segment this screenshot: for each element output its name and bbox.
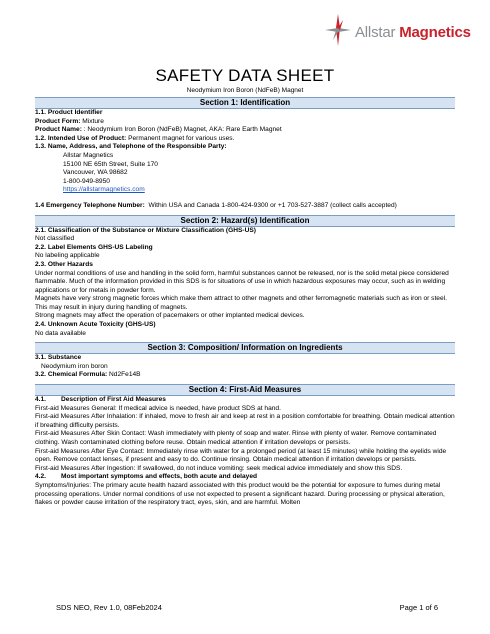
product-name-label: Product Name: bbox=[35, 126, 82, 134]
product-form-label: Product Form: bbox=[35, 117, 81, 125]
heading-3-1: 3.1. Substance bbox=[35, 354, 82, 362]
heading-2-1: 2.1. Classification of the Substance or Mixture Classification (GHS-US) bbox=[35, 226, 256, 234]
heading-4-1-number: 4.1. bbox=[35, 396, 46, 404]
heading-4-1 bbox=[35, 396, 455, 405]
heading-4-1-text: Description of First Aid Measures bbox=[61, 396, 166, 404]
intended-use-value: Permanent magnet for various uses. bbox=[128, 134, 235, 142]
product-form-line bbox=[35, 118, 455, 127]
text-2-4: No data available bbox=[35, 329, 86, 337]
heading-3-2: 3.2. Chemical Formula: bbox=[35, 371, 108, 379]
symptoms-text: Symptoms/Injuries: The primary acute health hazard associated with this product would be the potential for exposure to fumes during metal processing operations. Under normal conditions of use not expected to present a significant hazard. During processing or physical alteration, flakes or powder cause irritation of the respiratory tract, eyes, skin, and are harmful. Molten bbox=[35, 481, 445, 507]
text-2-1: Not classified bbox=[35, 235, 75, 243]
section-1-header: Section 1: Identification bbox=[35, 97, 455, 109]
star-logo-icon bbox=[323, 12, 353, 48]
address-line: Allstar Magnetics bbox=[63, 151, 114, 159]
heading-2-3: 2.3. Other Hazards bbox=[35, 260, 93, 268]
heading-1-2: 1.2. Intended Use of Product: bbox=[35, 134, 127, 142]
heading-1-4: 1.4 Emergency Telephone Number: bbox=[35, 201, 145, 209]
section-4-header: Section 4: First-Aid Measures bbox=[35, 384, 455, 396]
company-logo bbox=[323, 12, 483, 52]
heading-4-2-text: Most important symptoms and effects, both acute and delayed bbox=[61, 473, 258, 481]
logo-wordmark bbox=[355, 24, 471, 41]
address-line: 15100 NE 65th Street, Suite 170 bbox=[63, 160, 158, 168]
first-aid-general: First-aid Measures General: If medical advice is needed, have product SDS at hand. bbox=[35, 404, 281, 412]
document-subtitle: Neodymium Iron Boron (NdFeB) Magnet bbox=[186, 87, 304, 94]
first-aid-skin: First-aid Measures After Skin Contact: Wash immediately with plenty of soap and water. Rinse with plenty of water. Remove contaminated clothing. Wash contaminated clothing before reuse. Obtain medical attention if irritation develops or persists. bbox=[35, 430, 437, 446]
first-aid-inhalation: First-aid Measures After Inhalation: If inhaled, move to fresh air and keep at rest in a position comfortable for breathing. Obtain medical attention if breathing difficulty persists. bbox=[35, 413, 455, 429]
text-2-3-c: Strong magnets may affect the operation of pacemakers or other implanted medical devices. bbox=[35, 312, 305, 320]
address-line: Vancouver, WA 98682 bbox=[63, 169, 128, 177]
address-line: 1-800-949-8950 bbox=[63, 177, 110, 185]
emergency-value: Within USA and Canada 1-800-424-9300 or +1 703-527-3887 (collect calls accepted) bbox=[148, 201, 397, 209]
logo-word-allstar: Allstar bbox=[355, 24, 396, 41]
heading-4-2 bbox=[35, 473, 455, 482]
chemical-formula-line bbox=[35, 371, 455, 380]
text-2-3-a: Under normal conditions of use and handling in the solid form, harmful substances cannot be released, nor is the solid metal piece considered flammable. Much of the information provided in this SDS is for situations of use in which hazardous exposures may occur, such as in welding applications or for metals in powder form. bbox=[35, 269, 449, 294]
emergency-line bbox=[35, 202, 455, 211]
section-3-header: Section 3: Composition/ Information on Ingredients bbox=[35, 342, 455, 354]
text-3-1: Neodymium iron boron bbox=[41, 362, 108, 370]
chemical-formula-value: Nd2Fe14B bbox=[109, 371, 141, 379]
text-2-3-b: Magnets have very strong magnetic forces which make them attract to other magnets and other ferromagnetic materials such as iron or steel. This may result in injury during handling of magnets. bbox=[35, 295, 447, 311]
heading-4-2-number: 4.2. bbox=[35, 473, 46, 481]
product-form-value: Mixture bbox=[82, 117, 104, 125]
intended-use-line bbox=[35, 135, 455, 144]
text-2-2: No labeling applicable bbox=[35, 252, 100, 260]
heading-2-4: 2.4. Unknown Acute Toxicity (GHS-US) bbox=[35, 321, 156, 329]
heading-2-2: 2.2. Label Elements GHS-US Labeling bbox=[35, 243, 153, 251]
footer-page-number: Page 1 of 6 bbox=[399, 603, 438, 612]
first-aid-ingestion: First-aid Measures After Ingestion: If swallowed, do not induce vomiting: seek medical advice immediately and show this SDS. bbox=[35, 464, 403, 472]
heading-1-3: 1.3. Name, Address, and Telephone of the Responsible Party: bbox=[35, 143, 227, 151]
logo-word-magnetics: Magnetics bbox=[399, 24, 471, 41]
first-aid-eye: First-aid Measures After Eye Contact: Immediately rinse with water for a prolonged period (at least 15 minutes) while holding the eyelids wide open. Remove contact lenses, if present and easy to do. Continue rinsing. Obtain medical attention if irritation develops or persists. bbox=[35, 447, 447, 464]
sds-content bbox=[35, 97, 455, 508]
company-website-link[interactable]: https://allstarmagnetics.com bbox=[63, 186, 145, 194]
footer-revision: SDS NEO, Rev 1.0, 08Feb2024 bbox=[56, 603, 162, 612]
section-2-header: Section 2: Hazard(s) Identification bbox=[35, 215, 455, 227]
product-name-value: : Neodymium Iron Boron (NdFeB) Magnet, AKA: Rare Earth Magnet bbox=[83, 126, 282, 134]
document-title: SAFETY DATA SHEET bbox=[155, 66, 335, 85]
product-name-line bbox=[35, 126, 455, 135]
heading-1-1: 1.1. Product Identifier bbox=[35, 109, 103, 116]
